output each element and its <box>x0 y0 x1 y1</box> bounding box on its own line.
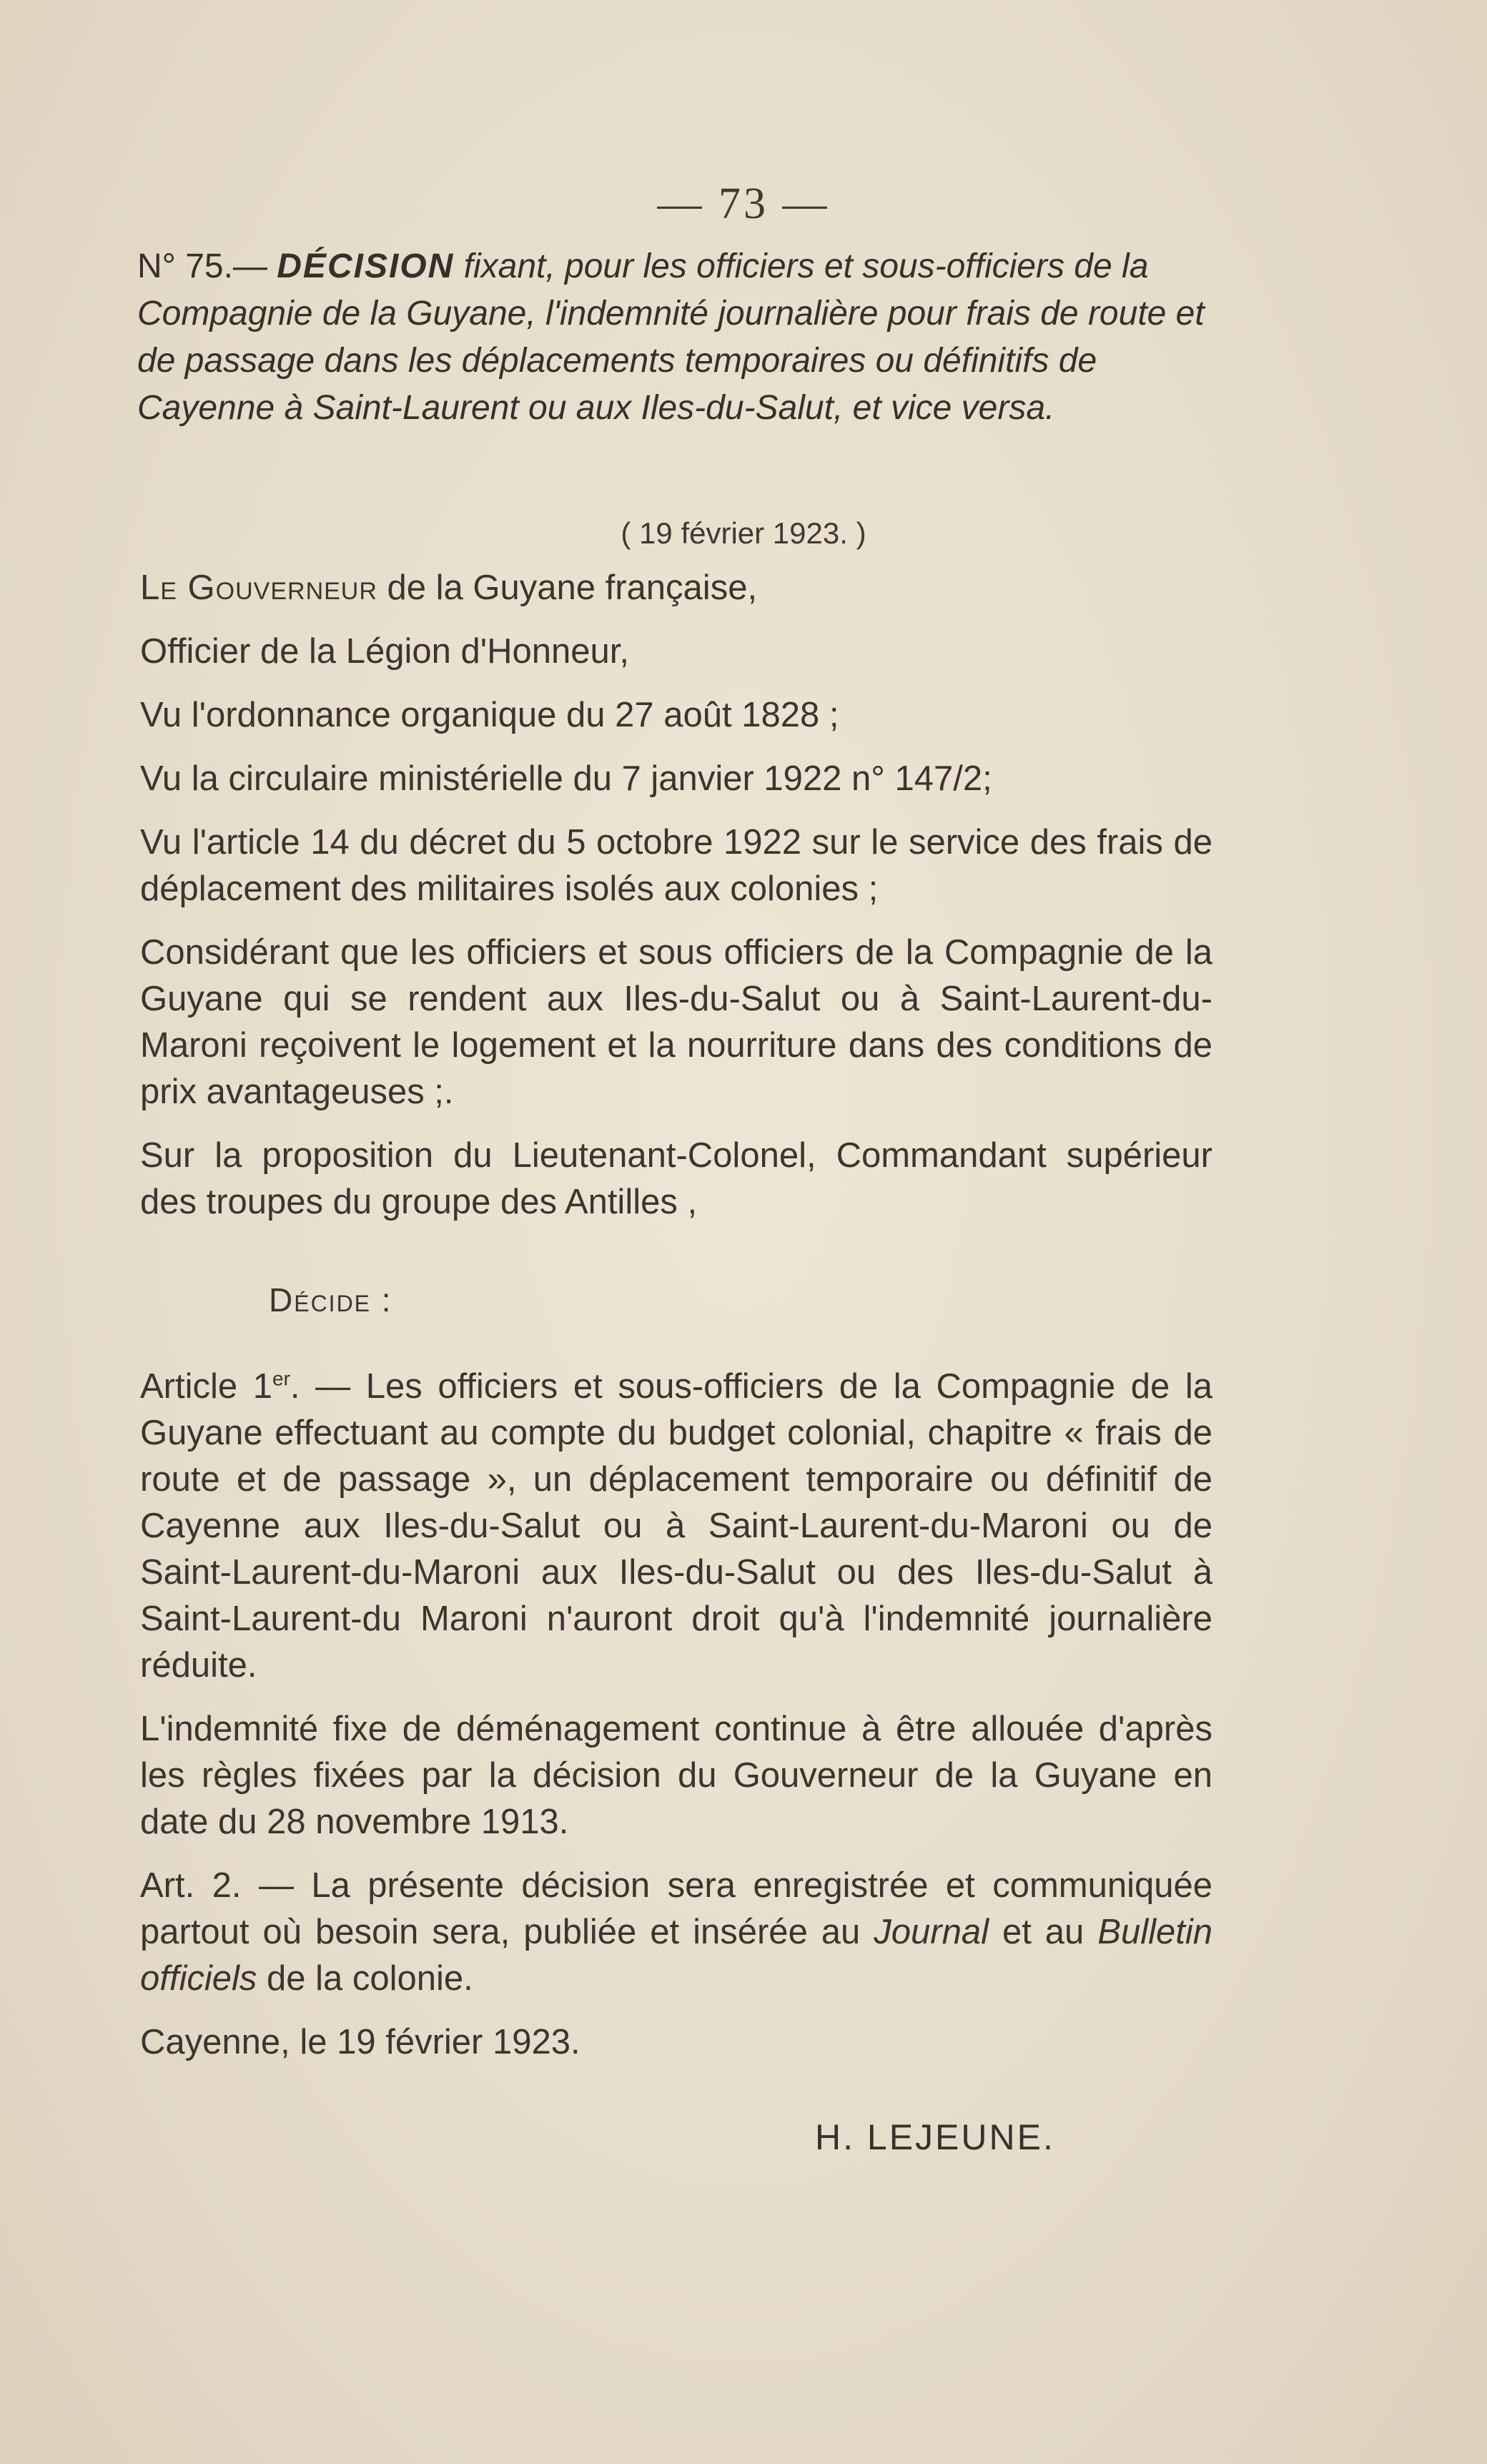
decision-number: N° 75.— <box>137 247 267 285</box>
page-number: — 73 — <box>657 179 830 228</box>
article-1-text: . — Les officiers et sous-officiers de la Compagnie de la Guyane effectuant au compte du budget colonial, chapitre « frais de route et de passage », un déplacement temporaire ou définitif de Cayenne aux Iles-du-Salut ou à Saint-Laurent-du-Maroni ou de Saint-Laurent-du-Maroni aux Iles-du-Salut ou des Iles-du-Salut à Saint-Laurent-du Maroni n'auront droit qu'à l'indemnité journalière réduite. <box>140 1367 1212 1685</box>
article-2-end: de la colonie. <box>257 1959 473 1998</box>
signature: H. LEJEUNE. <box>815 2117 1055 2157</box>
article-1-label: Article 1 <box>140 1367 272 1406</box>
article-2-bulletin: Bulletin officiels <box>140 1913 1212 1998</box>
decision-date: ( 19 février 1923. ) <box>621 516 866 550</box>
vu-circulaire: Vu la circulaire ministérielle du 7 janvier 1922 n° 147/2; <box>140 759 992 798</box>
governor-rest: de la Guyane française, <box>377 568 758 607</box>
article-2-mid: et au <box>988 1913 1098 1951</box>
governor-title: Le Gouverneur <box>140 568 377 607</box>
proposition-paragraph: Sur la proposition du Lieutenant-Colonel, Commandant supérieur des troupes du groupe des Antilles , <box>140 1136 1212 1221</box>
article-2-text: Art. 2. — La présente décision sera enregistrée et communiquée partout où besoin sera, publiée et insérée au <box>140 1866 1212 1951</box>
decision-body <box>140 565 1212 2083</box>
officer-line: Officier de la Légion d'Honneur, <box>140 632 630 671</box>
article-1 <box>140 1364 1212 1689</box>
decision-heading <box>137 243 1231 432</box>
place-date: Cayenne, le 19 février 1923. <box>140 2023 581 2061</box>
article-2-journal: Journal <box>874 1913 989 1951</box>
considerant-paragraph: Considérant que les officiers et sous officiers de la Compagnie de la Guyane qui se rendent aux Iles-du-Salut ou à Saint-Laurent-du-Maroni reçoivent le logement et la nourriture dans des conditions de prix avantageuses ;. <box>140 933 1212 1111</box>
decision-subject: fixant, pour les officiers et sous-officiers de la Compagnie de la Guyane, l'indemnité journalière pour frais de route et de passage dans les déplacements temporaires ou définitifs de Cayenne à Saint-Laurent ou aux Iles-du-Salut, et vice versa. <box>137 247 1205 427</box>
governor-line <box>140 565 1212 611</box>
article-1-paragraph-2: L'indemnité fixe de déménagement continue à être allouée d'après les règles fixées par la décision du Gouverneur de la Guyane en date du 28 novembre 1913. <box>140 1710 1212 1841</box>
vu-article: Vu l'article 14 du décret du 5 octobre 1922 sur le service des frais de déplacement des militaires isolés aux colonies ; <box>140 823 1212 908</box>
vu-ordonnance: Vu l'ordonnance organique du 27 août 1828 ; <box>140 696 839 734</box>
decision-title: DÉCISION <box>277 247 455 285</box>
article-1-sup: er <box>272 1367 290 1390</box>
decide-heading: Décide : <box>269 1281 392 1319</box>
article-2 <box>140 1863 1212 2002</box>
